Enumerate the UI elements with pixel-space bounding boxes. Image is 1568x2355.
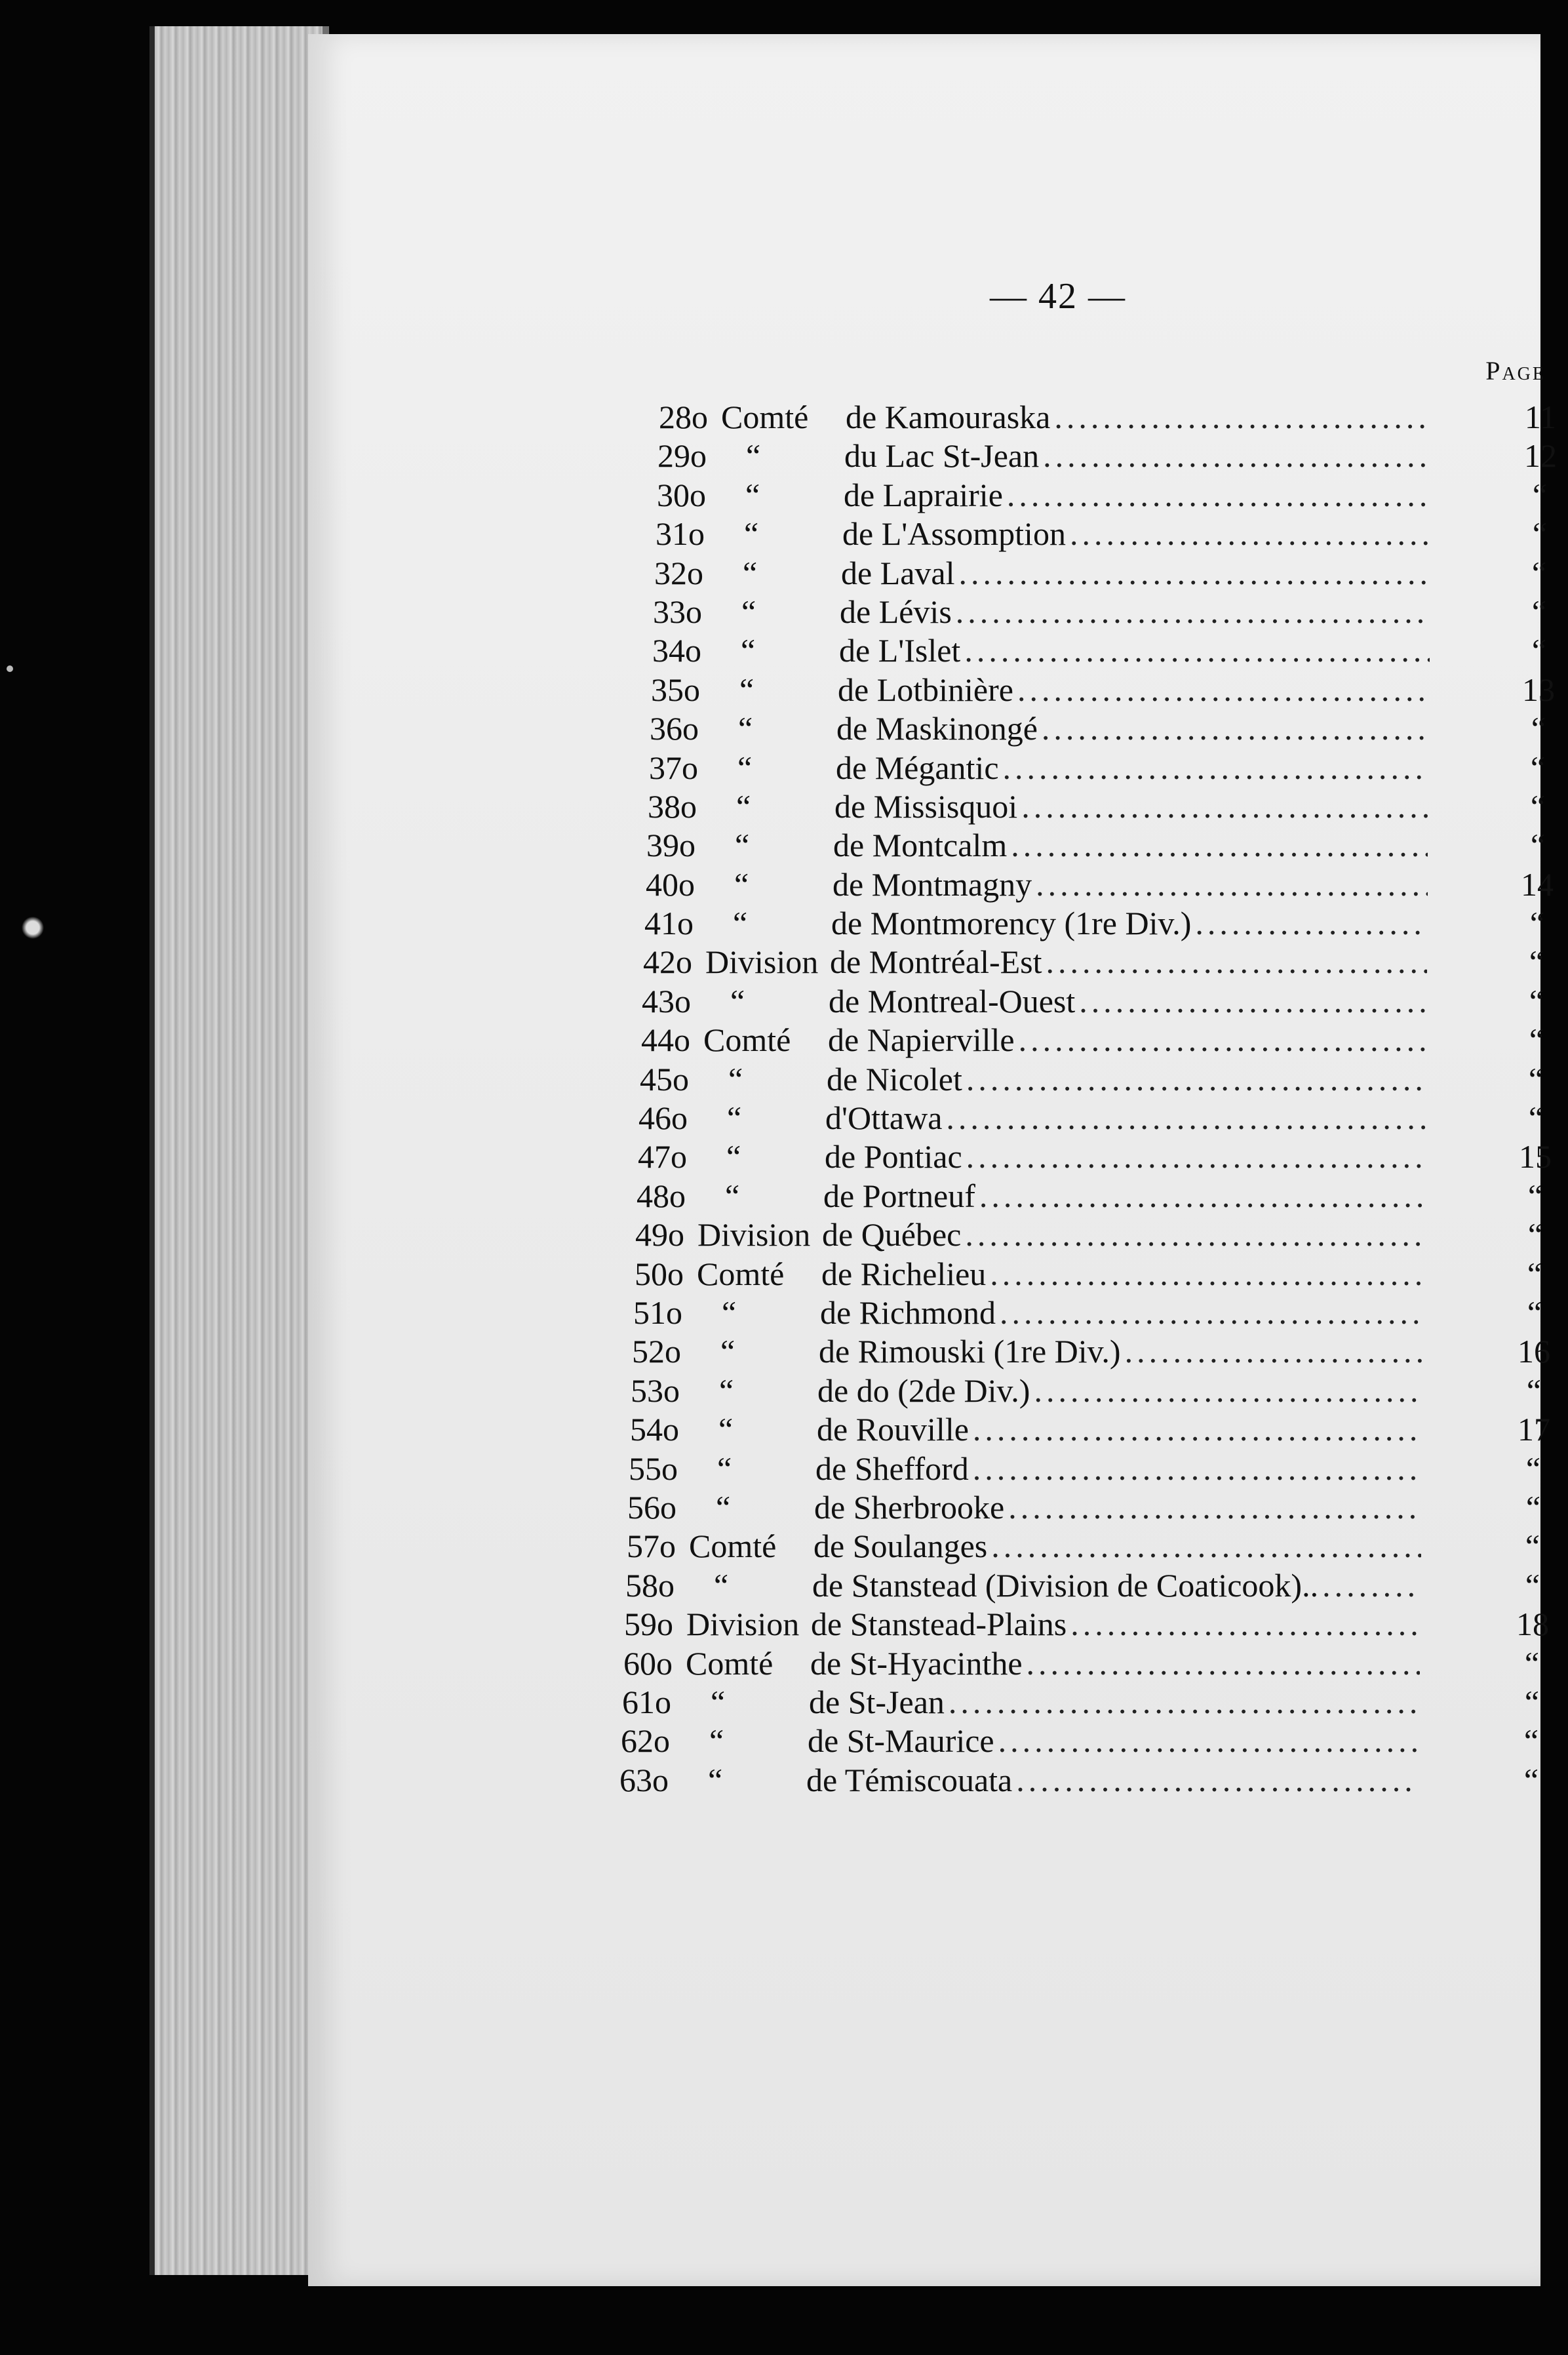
toc-row: [308, 1683, 1554, 1722]
toc-entry-title: de Québec: [822, 1216, 962, 1254]
dot-leader: [1034, 1372, 1422, 1410]
toc-entry-title: de Lotbinière: [838, 671, 1013, 708]
toc-entry-number: 53o: [631, 1372, 680, 1409]
toc-entry-title: de Shefford: [815, 1450, 969, 1487]
toc-page-number: “: [1530, 827, 1546, 864]
toc-entry: [688, 1566, 1421, 1605]
toc-entry-title: de Kamouraska: [846, 399, 1051, 435]
toc-entry-kind: “: [733, 905, 748, 942]
dot-leader: [1322, 1566, 1421, 1605]
toc-entry: [711, 749, 1429, 787]
toc-page-number: “: [1527, 1255, 1542, 1292]
toc-entry: [702, 1060, 1426, 1099]
toc-entry: [700, 1138, 1425, 1176]
dot-leader: [1070, 515, 1431, 553]
toc-entry: [708, 865, 1428, 904]
toc-entry-kind: “: [718, 1411, 734, 1448]
toc-row: [308, 1060, 1554, 1099]
toc-entry-number: 51o: [633, 1294, 682, 1331]
toc-page-number: “: [1526, 1372, 1542, 1409]
toc-entry-kind: Division: [705, 943, 819, 981]
scan-speck: [20, 915, 46, 941]
toc-page-number: “: [1523, 1761, 1539, 1798]
toc-page-number: “: [1530, 749, 1546, 786]
toc-row: [308, 1332, 1554, 1371]
toc-page-number: 13: [1522, 671, 1555, 708]
toc-entry-title: de Montreal-Ouest: [829, 982, 1076, 1019]
toc-page-number: “: [1530, 787, 1546, 825]
toc-entry-title: de Laprairie: [844, 476, 1003, 513]
page-edge-stack: [149, 26, 325, 2275]
toc-entry-number: 57o: [627, 1528, 676, 1565]
dot-leader: [965, 1216, 1424, 1254]
toc-entry-number: 49o: [635, 1216, 684, 1254]
dot-leader: [973, 1410, 1422, 1449]
toc-entry: [712, 709, 1429, 748]
toc-entry-number: 47o: [638, 1138, 687, 1176]
toc-row: [308, 1566, 1554, 1605]
toc-entry-number: 52o: [632, 1333, 681, 1370]
toc-row: [308, 1177, 1554, 1216]
toc-entry-number: 35o: [651, 671, 700, 708]
toc-entry: [684, 1683, 1419, 1722]
dot-leader: [1195, 904, 1427, 943]
toc-row: [308, 476, 1554, 515]
toc-entry-kind: “: [716, 1488, 731, 1526]
toc-row: [308, 1450, 1554, 1488]
toc-entry: [716, 554, 1431, 593]
toc-page-number: “: [1527, 1294, 1542, 1331]
toc-page-number: “: [1525, 1488, 1541, 1526]
dot-leader: [946, 1099, 1425, 1138]
toc-row: [308, 437, 1557, 475]
toc-entry-kind: “: [711, 1683, 726, 1720]
toc-row: [308, 515, 1554, 553]
toc-row: [308, 1255, 1554, 1294]
toc-entry-number: 56o: [627, 1488, 676, 1526]
toc-row: [308, 1216, 1554, 1254]
toc-entry-kind: “: [726, 1138, 741, 1176]
dot-leader: [1011, 826, 1428, 865]
toc-entry-number: 54o: [630, 1411, 679, 1448]
toc-page-number: 12: [1524, 437, 1557, 475]
toc-page-number: “: [1531, 593, 1547, 630]
dot-leader: [1016, 1761, 1419, 1800]
dot-leader: [1046, 943, 1427, 981]
toc-entry-number: 55o: [629, 1450, 678, 1487]
toc-page-number: 17: [1518, 1411, 1550, 1448]
toc-entry: [709, 826, 1428, 865]
toc-entry: [721, 398, 1432, 437]
toc-entry: [719, 476, 1432, 515]
dot-leader: [964, 631, 1430, 670]
toc-page-number: “: [1531, 710, 1546, 747]
toc-page-number: “: [1529, 943, 1544, 981]
toc-entry-kind: “: [744, 515, 759, 553]
toc-entry-number: 31o: [656, 515, 705, 553]
toc-entry-kind: “: [745, 476, 760, 513]
toc-row: [308, 709, 1554, 748]
toc-row: [308, 1372, 1554, 1410]
toc-entry-number: 59o: [624, 1606, 673, 1643]
toc-page-number: “: [1528, 1099, 1544, 1137]
toc-entry-kind: Division: [686, 1606, 800, 1643]
toc-entry-title: du Lac St-Jean: [844, 437, 1040, 475]
toc-row: [308, 1138, 1554, 1176]
toc-row: [308, 1410, 1554, 1449]
toc-page-number: “: [1525, 1566, 1540, 1604]
toc-entry-kind: “: [741, 593, 756, 630]
toc-entry-number: 39o: [646, 827, 696, 864]
toc-entry-kind: “: [746, 437, 761, 475]
toc-entry-kind: “: [741, 632, 756, 669]
toc-page-number: “: [1523, 1722, 1539, 1760]
toc-page-number: “: [1525, 1450, 1541, 1487]
toc-entry: [707, 904, 1427, 943]
toc-entry: [689, 1527, 1421, 1566]
toc-entry-number: 42o: [643, 943, 692, 981]
toc-entry-number: 61o: [622, 1683, 671, 1720]
toc-entry-number: 46o: [638, 1099, 688, 1137]
toc-entry-number: 28o: [659, 399, 708, 435]
toc-entry-title: de Richmond: [820, 1294, 996, 1331]
toc-entry-kind: “: [743, 554, 758, 591]
toc-entry-title: de Portneuf: [823, 1177, 975, 1214]
toc-entry: [699, 1177, 1424, 1216]
toc-entry: [713, 671, 1430, 709]
toc-entry-title: de St-Maurice: [808, 1722, 994, 1760]
toc-row: [308, 943, 1554, 981]
toc-row: [308, 1488, 1554, 1527]
toc-entry-number: 43o: [642, 982, 691, 1019]
toc-entry-number: 58o: [625, 1566, 675, 1604]
toc-entry-title: de Rimouski (1re Div.): [819, 1333, 1121, 1370]
toc-page-number: 18: [1516, 1606, 1549, 1643]
toc-entry: [715, 593, 1430, 631]
toc-entry: [691, 1450, 1422, 1488]
toc-entry-title: de Pontiac: [825, 1138, 962, 1176]
page-number: — 42 —: [990, 276, 1126, 317]
toc-entry: [696, 1294, 1423, 1332]
toc-entry-kind: “: [709, 1722, 724, 1760]
toc-entry-kind: Division: [697, 1216, 811, 1254]
toc-row: [308, 1605, 1554, 1644]
toc-page-number: “: [1529, 982, 1544, 1019]
toc-page-number: 11: [1524, 399, 1557, 435]
toc-entry: [704, 982, 1426, 1021]
toc-page-number: “: [1527, 1177, 1543, 1214]
dot-leader: [1003, 749, 1429, 787]
scan-speck: [7, 665, 13, 672]
dot-leader: [990, 1255, 1424, 1294]
toc-row: [308, 631, 1554, 670]
toc-row: [308, 1021, 1554, 1059]
toc-entry-kind: “: [717, 1450, 732, 1487]
toc-entry-number: 37o: [649, 749, 698, 786]
dot-leader: [1019, 1021, 1426, 1059]
toc-entry: [692, 1410, 1422, 1449]
toc-entry-number: 63o: [619, 1761, 669, 1798]
toc-entry-title: de Sherbrooke: [814, 1488, 1005, 1526]
page-column-heading: Page: [1485, 356, 1546, 386]
toc-entry-title: de Mégantic: [836, 749, 999, 786]
toc-row: [308, 787, 1554, 826]
dot-leader: [959, 554, 1431, 593]
toc-entry: [701, 1099, 1425, 1138]
toc-entry-title: de Montmorency (1re Div.): [831, 905, 1192, 942]
toc-entry-kind: Comté: [703, 1021, 791, 1059]
toc-entry-kind: “: [736, 787, 751, 825]
dot-leader: [956, 593, 1430, 631]
toc-entry-number: 60o: [623, 1644, 673, 1682]
toc-entry: [690, 1488, 1421, 1527]
toc-entry-kind: “: [735, 827, 750, 864]
dot-leader: [991, 1527, 1421, 1566]
toc-entry-kind: “: [727, 1099, 742, 1137]
toc-row: [308, 1761, 1554, 1800]
toc-entry-title: de Laval: [841, 554, 955, 591]
toc-row: [308, 1644, 1554, 1683]
dot-leader: [1070, 1605, 1420, 1644]
toc-entry: [686, 1605, 1420, 1644]
toc-entry-number: 62o: [621, 1722, 670, 1760]
toc-entry-title: de Missisquoi: [834, 787, 1018, 825]
toc-entry-number: 50o: [635, 1255, 684, 1292]
toc-entry: [686, 1644, 1420, 1683]
toc-entry: [694, 1332, 1423, 1371]
toc-entry-kind: “: [722, 1294, 737, 1331]
toc-entry-kind: Comté: [721, 399, 809, 435]
toc-entry: [693, 1372, 1422, 1410]
dot-leader: [1021, 787, 1428, 826]
toc-row: [308, 749, 1554, 787]
toc-entry-kind: “: [739, 671, 755, 708]
dot-leader: [1043, 437, 1432, 475]
toc-row: [308, 398, 1557, 437]
toc-entry-number: 34o: [652, 632, 701, 669]
toc-entry-title: de Soulanges: [813, 1528, 988, 1565]
toc-entry-title: de do (2de Div.): [817, 1372, 1030, 1409]
toc-entry-title: de Montcalm: [833, 827, 1008, 864]
toc-entry-kind: “: [719, 1372, 734, 1409]
toc-page-number: 15: [1519, 1138, 1552, 1176]
toc-entry-kind: “: [725, 1177, 740, 1214]
dot-leader: [973, 1450, 1422, 1488]
dot-leader: [1036, 865, 1428, 904]
toc-entry-kind: Comté: [686, 1644, 774, 1682]
toc-page-number: “: [1532, 476, 1548, 513]
toc-entry-title: de Rouville: [817, 1411, 969, 1448]
toc-entry: [697, 1255, 1424, 1294]
toc-entry-number: 30o: [657, 476, 706, 513]
toc-entry-kind: “: [730, 982, 745, 1019]
toc-entry: [710, 787, 1428, 826]
toc-page-number: “: [1528, 1060, 1544, 1098]
toc-entry-number: 33o: [653, 593, 702, 630]
toc-page-number: “: [1531, 632, 1547, 669]
toc-entry: [718, 515, 1431, 553]
toc-page-number: “: [1524, 1683, 1540, 1720]
toc-entry: [697, 1216, 1424, 1254]
toc-entry-title: de St-Hyacinthe: [810, 1644, 1023, 1682]
dot-leader: [966, 1060, 1426, 1099]
dot-leader: [979, 1177, 1424, 1216]
toc-row: [308, 1527, 1554, 1566]
toc-entry-number: 29o: [657, 437, 707, 475]
toc-page-number: “: [1531, 554, 1547, 591]
toc-entry-title: de Témiscouata: [806, 1761, 1013, 1798]
toc-page-number: 16: [1518, 1333, 1550, 1370]
toc-row: [308, 1294, 1554, 1332]
toc-entry-number: 40o: [646, 865, 695, 903]
toc-entry-kind: “: [738, 710, 753, 747]
toc-entry-number: 44o: [641, 1021, 690, 1059]
toc-entry-title: de Stanstead (Division de Coaticook)..: [812, 1566, 1319, 1604]
book-page: [308, 34, 1557, 2286]
toc-row: [308, 1099, 1554, 1138]
toc-row: [308, 904, 1554, 943]
toc-row: [308, 554, 1554, 593]
toc-entry-title: de Richelieu: [821, 1255, 987, 1292]
toc-entry-title: de Montréal-Est: [830, 943, 1042, 981]
dot-leader: [1027, 1644, 1420, 1683]
toc-entry-title: d'Ottawa: [825, 1099, 943, 1137]
dot-leader: [998, 1722, 1419, 1760]
toc-entry-number: 45o: [640, 1060, 689, 1098]
toc-row: [308, 593, 1554, 631]
toc-page-number: “: [1527, 1216, 1543, 1254]
toc-entry-title: de L'Islet: [839, 632, 961, 669]
dot-leader: [1125, 1332, 1423, 1371]
toc-row: [308, 865, 1554, 904]
dot-leader: [1079, 982, 1426, 1021]
toc-entry: [705, 943, 1427, 981]
toc-page-number: “: [1524, 1644, 1540, 1682]
toc-entry-number: 38o: [648, 787, 697, 825]
toc-entry: [720, 437, 1432, 475]
toc-entry-kind: Comté: [689, 1528, 777, 1565]
toc-page-number: “: [1529, 905, 1545, 942]
dot-leader: [1007, 476, 1432, 515]
toc-entry-title: de St-Jean: [809, 1683, 945, 1720]
toc-row: [308, 826, 1554, 865]
toc-entry: [703, 1021, 1426, 1059]
toc-entry-number: 48o: [637, 1177, 686, 1214]
toc-entry-number: 36o: [650, 710, 699, 747]
dot-leader: [1000, 1294, 1423, 1332]
toc-page-number: “: [1525, 1528, 1540, 1565]
dot-leader: [1008, 1488, 1421, 1527]
toc-entry-kind: “: [734, 865, 749, 903]
table-of-contents: [308, 398, 1557, 1800]
toc-entry-title: de Montmagny: [833, 865, 1032, 903]
dot-leader: [1054, 398, 1432, 437]
toc-entry-number: 32o: [654, 554, 703, 591]
toc-entry-kind: “: [708, 1761, 723, 1798]
toc-entry: [715, 631, 1430, 670]
toc-entry-number: 41o: [644, 905, 694, 942]
toc-entry-kind: “: [737, 749, 753, 786]
dot-leader: [1042, 709, 1429, 748]
toc-entry-kind: “: [728, 1060, 743, 1098]
toc-row: [308, 1722, 1554, 1760]
toc-row: [308, 671, 1554, 709]
toc-entry-title: de Napierville: [828, 1021, 1015, 1059]
toc-entry-title: de Maskinongé: [836, 710, 1038, 747]
toc-row: [308, 982, 1554, 1021]
dot-leader: [1017, 671, 1430, 709]
dot-leader: [949, 1683, 1419, 1722]
toc-entry: [683, 1722, 1419, 1760]
toc-entry-title: de Lévis: [840, 593, 952, 630]
toc-page-number: “: [1532, 515, 1548, 553]
toc-entry-title: de Stanstead-Plains: [811, 1606, 1067, 1643]
toc-entry: [682, 1761, 1419, 1800]
toc-entry-kind: “: [720, 1333, 735, 1370]
toc-page-number: 14: [1521, 865, 1554, 903]
toc-entry-title: de L'Assomption: [842, 515, 1066, 553]
dot-leader: [966, 1138, 1425, 1176]
toc-entry-title: de Nicolet: [827, 1060, 962, 1098]
toc-entry-kind: “: [714, 1566, 729, 1604]
toc-page-number: “: [1529, 1021, 1544, 1059]
toc-entry-kind: Comté: [697, 1255, 785, 1292]
